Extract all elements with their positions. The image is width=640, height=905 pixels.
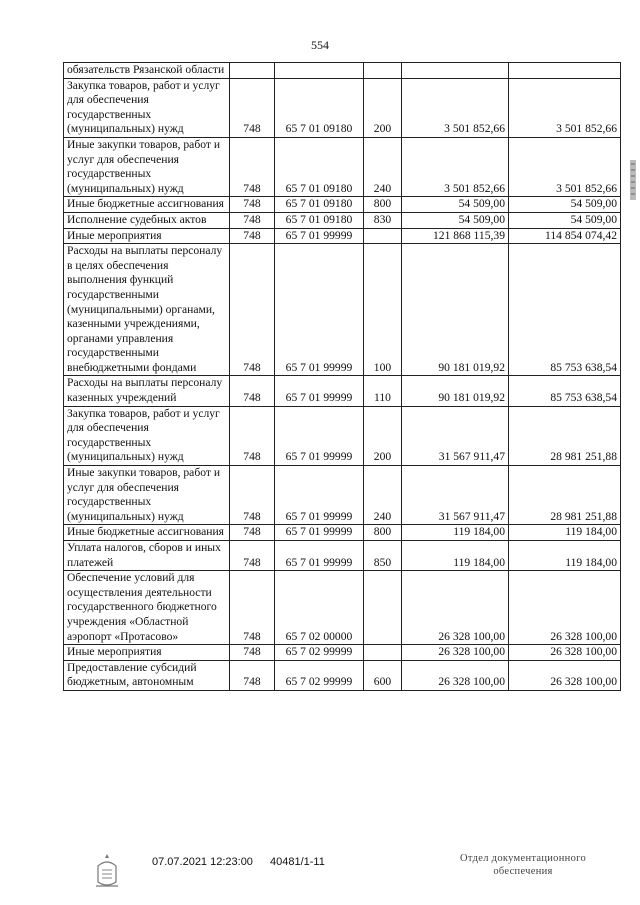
- cell-sum1: 3 501 852,66: [402, 78, 509, 137]
- cell-type: 240: [364, 466, 402, 525]
- cell-sum1: 31 567 911,47: [402, 406, 509, 465]
- cell-code: 748: [230, 212, 275, 228]
- cell-section: 65 7 01 09180: [275, 137, 364, 196]
- cell-name: Предоставление субсидий бюджетным, автономным: [64, 660, 230, 690]
- cell-sum2: 28 981 251,88: [509, 406, 621, 465]
- edge-mark-icon: [628, 160, 638, 200]
- cell-code: 748: [230, 660, 275, 690]
- cell-code: 748: [230, 541, 275, 571]
- cell-sum1: 26 328 100,00: [402, 660, 509, 690]
- cell-name: Обеспечение условий для осуществления деятельности государственного бюджетного учреждения «Областной аэропорт «Протасово»: [64, 571, 230, 645]
- footer-date: 07.07.2021 12:23:00: [152, 856, 253, 868]
- cell-sum1: 119 184,00: [402, 525, 509, 541]
- cell-code: 748: [230, 376, 275, 406]
- cell-section: 65 7 01 99999: [275, 228, 364, 244]
- cell-sum2: 3 501 852,66: [509, 137, 621, 196]
- cell-section: 65 7 01 99999: [275, 376, 364, 406]
- cell-name: Иные бюджетные ассигнования: [64, 197, 230, 213]
- cell-name: Иные бюджетные ассигнования: [64, 525, 230, 541]
- cell-type: 800: [364, 525, 402, 541]
- cell-sum2: 26 328 100,00: [509, 571, 621, 645]
- budget-table: [63, 62, 621, 691]
- table-row: [64, 541, 621, 571]
- cell-section: 65 7 01 99999: [275, 406, 364, 465]
- cell-section: 65 7 01 09180: [275, 212, 364, 228]
- cell-sum1: 121 868 115,39: [402, 228, 509, 244]
- cell-code: 748: [230, 228, 275, 244]
- cell-sum2: 54 509,00: [509, 197, 621, 213]
- cell-sum1: [402, 63, 509, 79]
- cell-sum1: 90 181 019,92: [402, 376, 509, 406]
- table-row: [64, 645, 621, 661]
- cell-sum2: 85 753 638,54: [509, 376, 621, 406]
- cell-code: 748: [230, 137, 275, 196]
- cell-name: обязательств Рязанской области: [64, 63, 230, 79]
- table-row: [64, 228, 621, 244]
- table-row: [64, 660, 621, 690]
- cell-type: 830: [364, 212, 402, 228]
- cell-type: [364, 571, 402, 645]
- cell-section: 65 7 01 99999: [275, 466, 364, 525]
- cell-code: 748: [230, 571, 275, 645]
- cell-sum1: 26 328 100,00: [402, 571, 509, 645]
- cell-section: [275, 63, 364, 79]
- cell-section: 65 7 02 00000: [275, 571, 364, 645]
- cell-code: 748: [230, 244, 275, 376]
- cell-sum1: 31 567 911,47: [402, 466, 509, 525]
- cell-type: [364, 228, 402, 244]
- cell-type: 850: [364, 541, 402, 571]
- cell-section: 65 7 01 99999: [275, 525, 364, 541]
- cell-type: 110: [364, 376, 402, 406]
- cell-name: Исполнение судебных актов: [64, 212, 230, 228]
- cell-sum2: 26 328 100,00: [509, 660, 621, 690]
- cell-code: 748: [230, 466, 275, 525]
- table-row: [64, 78, 621, 137]
- page-number: 554: [311, 38, 329, 52]
- cell-section: 65 7 01 99999: [275, 244, 364, 376]
- cell-code: 748: [230, 406, 275, 465]
- table-row: [64, 466, 621, 525]
- cell-type: 240: [364, 137, 402, 196]
- table-row: [64, 571, 621, 645]
- cell-type: 200: [364, 406, 402, 465]
- cell-type: [364, 63, 402, 79]
- cell-type: 800: [364, 197, 402, 213]
- cell-sum1: 54 509,00: [402, 212, 509, 228]
- cell-name: Иные закупки товаров, работ и услуг для обеспечения государственных (муниципальных) нужд: [64, 466, 230, 525]
- cell-code: 748: [230, 197, 275, 213]
- cell-name: Расходы на выплаты персоналу казенных учреждений: [64, 376, 230, 406]
- cell-name: Расходы на выплаты персоналу в целях обеспечения выполнения функций государственными (муниципальными) органами, казенными учреждениями, органами управления государственными внебюджетными фондами: [64, 244, 230, 376]
- table-row: [64, 63, 621, 79]
- cell-sum1: 54 509,00: [402, 197, 509, 213]
- cell-code: [230, 63, 275, 79]
- cell-sum2: 114 854 074,42: [509, 228, 621, 244]
- cell-sum2: 3 501 852,66: [509, 78, 621, 137]
- cell-name: Иные мероприятия: [64, 228, 230, 244]
- cell-type: 200: [364, 78, 402, 137]
- table-row: [64, 376, 621, 406]
- table-row: [64, 244, 621, 376]
- cell-name: Иные мероприятия: [64, 645, 230, 661]
- page-footer: [0, 852, 640, 897]
- crest-icon: [94, 852, 120, 890]
- footer-department-stamp: Отдел документационного обеспечения: [459, 853, 587, 877]
- cell-code: 748: [230, 78, 275, 137]
- cell-sum2: 119 184,00: [509, 541, 621, 571]
- cell-name: Уплата налогов, сборов и иных платежей: [64, 541, 230, 571]
- cell-sum2: 28 981 251,88: [509, 466, 621, 525]
- cell-sum1: 90 181 019,92: [402, 244, 509, 376]
- footer-document-id: 40481/1-11: [270, 856, 325, 868]
- cell-section: 65 7 01 09180: [275, 78, 364, 137]
- cell-type: [364, 645, 402, 661]
- table-row: [64, 525, 621, 541]
- cell-sum2: 85 753 638,54: [509, 244, 621, 376]
- table-row: [64, 197, 621, 213]
- cell-sum1: 3 501 852,66: [402, 137, 509, 196]
- cell-name: Иные закупки товаров, работ и услуг для обеспечения государственных (муниципальных) нужд: [64, 137, 230, 196]
- table-row: [64, 212, 621, 228]
- table-row: [64, 137, 621, 196]
- cell-sum1: 119 184,00: [402, 541, 509, 571]
- cell-type: 600: [364, 660, 402, 690]
- table-row: [64, 406, 621, 465]
- cell-name: Закупка товаров, работ и услуг для обеспечения государственных (муниципальных) нужд: [64, 78, 230, 137]
- cell-type: 100: [364, 244, 402, 376]
- cell-section: 65 7 01 99999: [275, 541, 364, 571]
- cell-section: 65 7 02 99999: [275, 660, 364, 690]
- cell-code: 748: [230, 525, 275, 541]
- cell-sum1: 26 328 100,00: [402, 645, 509, 661]
- cell-code: 748: [230, 645, 275, 661]
- cell-sum2: 26 328 100,00: [509, 645, 621, 661]
- cell-section: 65 7 02 99999: [275, 645, 364, 661]
- cell-sum2: [509, 63, 621, 79]
- cell-sum2: 54 509,00: [509, 212, 621, 228]
- cell-name: Закупка товаров, работ и услуг для обеспечения государственных (муниципальных) нужд: [64, 406, 230, 465]
- cell-section: 65 7 01 09180: [275, 197, 364, 213]
- cell-sum2: 119 184,00: [509, 525, 621, 541]
